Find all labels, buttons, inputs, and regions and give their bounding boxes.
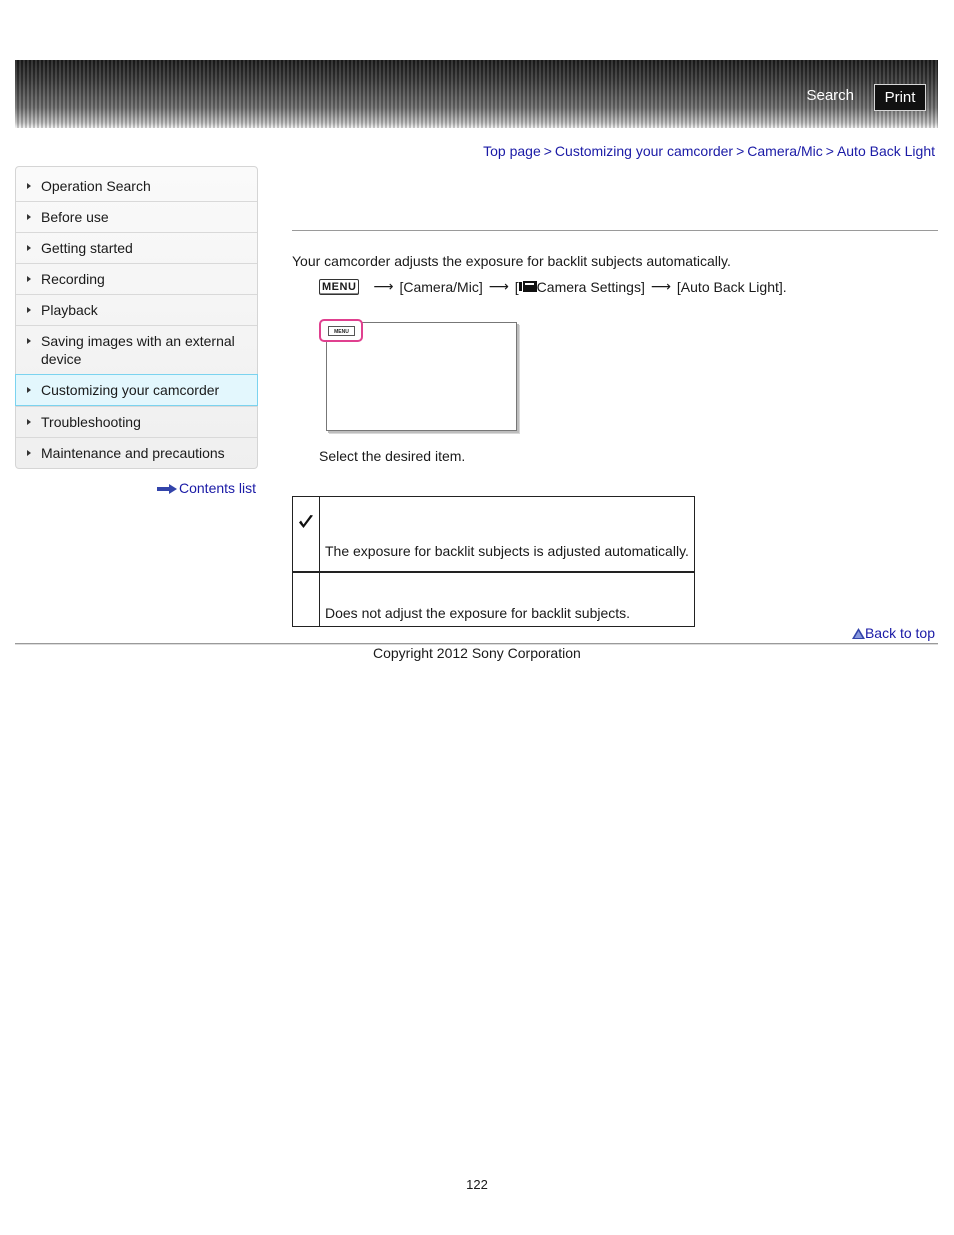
search-link[interactable]: Search xyxy=(806,87,854,104)
contents-list-label: Contents list xyxy=(179,480,257,496)
sidebar-item-saving-images[interactable] xyxy=(16,325,257,374)
sidebar-item-label: Troubleshooting xyxy=(41,414,141,430)
sidebar-item-customizing[interactable] xyxy=(15,374,258,406)
triangle-right-icon xyxy=(27,419,31,425)
back-to-top-label: Back to top xyxy=(864,625,935,641)
option-description: Does not adjust the exposure for backlit subjects. xyxy=(320,572,695,627)
sidebar-item-maintenance[interactable] xyxy=(16,437,257,468)
menu-path-step xyxy=(319,278,787,295)
menu-button-highlight xyxy=(319,319,363,342)
sidebar-item-label: Before use xyxy=(41,209,109,225)
sidebar-item-label: Saving images with an external device xyxy=(41,333,235,367)
sidebar-item-label: Playback xyxy=(41,302,98,318)
sidebar-item-troubleshooting[interactable] xyxy=(16,406,257,437)
triangle-right-icon xyxy=(27,387,31,393)
step-camera-mic: [Camera/Mic] xyxy=(399,278,483,295)
page-number: 122 xyxy=(466,1177,488,1192)
default-mark-cell xyxy=(293,572,320,627)
triangle-right-icon xyxy=(27,450,31,456)
step-auto-back-light: [Auto Back Light]. xyxy=(676,278,787,295)
sidebar-item-operation-search[interactable] xyxy=(16,167,257,201)
sidebar-item-getting-started[interactable] xyxy=(16,232,257,263)
intro-text: Your camcorder adjusts the exposure for backlit subjects automatically. xyxy=(292,253,731,269)
print-button[interactable]: Print xyxy=(874,84,926,111)
table-row xyxy=(293,497,695,573)
breadcrumb-separator: > xyxy=(736,143,745,159)
triangle-right-icon xyxy=(27,183,31,189)
sidebar-item-before-use[interactable] xyxy=(16,201,257,232)
default-mark-cell xyxy=(293,497,320,573)
breadcrumb-customizing[interactable]: Customizing your camcorder xyxy=(554,143,734,159)
triangle-right-icon xyxy=(27,245,31,251)
checkmark-icon xyxy=(298,514,314,530)
sidebar-item-recording[interactable] xyxy=(16,263,257,294)
sidebar-item-label: Recording xyxy=(41,271,105,287)
table-row xyxy=(293,572,695,627)
copyright-text: Copyright 2012 Sony Corporation xyxy=(373,645,581,661)
option-description: The exposure for backlit subjects is adjusted automatically. xyxy=(320,497,695,573)
select-instruction: Select the desired item. xyxy=(319,448,466,464)
breadcrumb-camera-mic[interactable]: Camera/Mic xyxy=(747,143,823,159)
arrow-right-icon xyxy=(157,484,177,494)
back-to-top-link[interactable] xyxy=(852,625,935,641)
title-divider xyxy=(292,230,938,231)
sidebar-item-label: Maintenance and precautions xyxy=(41,445,225,461)
triangle-right-icon xyxy=(27,214,31,220)
breadcrumb xyxy=(483,143,935,159)
arrow-right-icon: ⟶ xyxy=(488,278,509,294)
step-camera-settings: Camera Settings] xyxy=(536,278,645,295)
triangle-up-icon xyxy=(852,628,865,639)
sidebar-item-playback[interactable] xyxy=(16,294,257,325)
camera-icon xyxy=(519,281,537,292)
arrow-right-icon: ⟶ xyxy=(373,278,394,294)
breadcrumb-auto-back-light[interactable]: Auto Back Light xyxy=(836,143,935,159)
header-bar xyxy=(15,60,938,128)
step-bracket-open: [ xyxy=(514,278,519,295)
triangle-right-icon xyxy=(27,307,31,313)
breadcrumb-separator: > xyxy=(543,143,552,159)
sidebar-item-label: Operation Search xyxy=(41,178,151,194)
triangle-right-icon xyxy=(27,338,31,344)
triangle-right-icon xyxy=(27,276,31,282)
breadcrumb-separator: > xyxy=(825,143,834,159)
menu-button-icon: MENU xyxy=(328,326,355,336)
sidebar-nav xyxy=(15,166,258,469)
breadcrumb-top-page[interactable]: Top page xyxy=(483,143,541,159)
contents-list-link[interactable] xyxy=(157,480,256,496)
options-table xyxy=(292,496,695,627)
sidebar-item-label: Customizing your camcorder xyxy=(41,382,220,398)
arrow-right-icon: ⟶ xyxy=(650,278,671,294)
menu-key-icon: MENU xyxy=(319,279,359,295)
sidebar-item-label: Getting started xyxy=(41,240,133,256)
